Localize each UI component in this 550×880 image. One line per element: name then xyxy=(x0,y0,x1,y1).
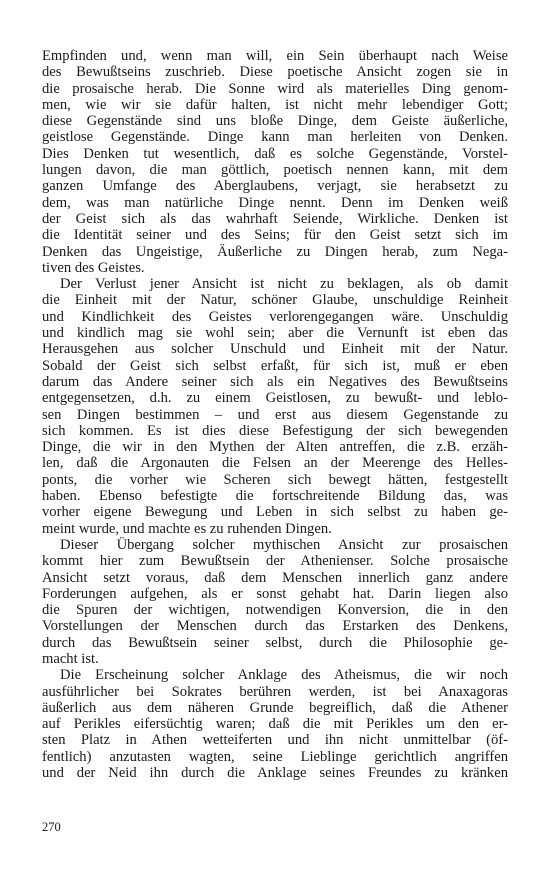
text-line: Empfinden und, wenn man will, ein Sein überhaupt nach Weise xyxy=(42,48,508,64)
text-line: durch das Bewußtsein seiner selbst, durch die Philosophie ge- xyxy=(42,634,508,651)
text-line: Dies Denken tut wesentlich, daß es solche Gegenstände, Vorstel- xyxy=(42,145,508,162)
text-line: die Spuren der wichtigen, notwendigen Konversion, die in den xyxy=(42,602,508,619)
text-line: meint wurde, und machte es zu ruhenden Dingen. xyxy=(42,520,332,537)
text-line: und kindlich mag sie wohl sein; aber die Vernunft ist eben das xyxy=(42,325,508,342)
text-line: men, wie wir sie dafür halten, ist nicht mehr lebendiger Gott; xyxy=(42,96,508,113)
paragraph xyxy=(42,276,508,537)
text-line: kommt hier zum Bewußtsein der Athenienser. Solche prosaische xyxy=(42,553,508,570)
text-line: äußerlich aus dem näheren Grunde begreiflich, daß die Athener xyxy=(42,699,508,716)
text-line: diese Gegenstände sind uns bloße Dinge, dem Geiste äußerliche, xyxy=(42,113,508,130)
text-line: lungen davon, die man göttlich, poetisch nennen kann, mit dem xyxy=(42,162,508,179)
text-line: und der Neid ihn durch die Anklage seines Freundes zu kränken xyxy=(42,765,508,782)
text-line: sten Platz in Athen wetteiferten und ihn nicht unmittelbar (öf- xyxy=(42,732,508,749)
text-line: Die Erscheinung solcher Anklage des Atheismus, die wir noch xyxy=(60,667,508,684)
text-line: Der Verlust jener Ansicht ist nicht zu beklagen, als ob damit xyxy=(60,276,508,293)
text-line: die Einheit mit der Natur, schöner Glaube, unschuldige Reinheit xyxy=(42,292,508,309)
text-line: haben. Ebenso befestigte die fortschreitende Bildung das, was xyxy=(42,488,508,505)
text-line: ponts, die vorher wie Scheren sich bewegt hätten, festgestellt xyxy=(42,471,508,488)
text-line: Forderungen aufgehen, als er sonst gehabt hat. Darin liegen also xyxy=(42,585,508,602)
text-line: sen Dingen bestimmen – und erst aus diesem Gegenstande zu xyxy=(42,406,508,423)
text-line: fentlich) anzutasten wagten, seine Lieblinge gerichtlich angriffen xyxy=(42,748,508,765)
text-line: tiven des Geistes. xyxy=(42,259,145,276)
text-line: Vorstellungen der Menschen durch das Erstarken des Denkens, xyxy=(42,618,508,635)
text-line: geistlose Gegenstände. Dinge kann man herleiten von Denken. xyxy=(42,129,508,146)
text-line: des Bewußtseins zuschrieb. Diese poetische Ansicht zogen sie in xyxy=(42,64,508,81)
text-line: macht ist. xyxy=(42,650,99,667)
text-line: auf Perikles eifersüchtig waren; daß die mit Perikles um den er- xyxy=(42,716,508,733)
text-line: Dinge, die wir in den Mythen der Alten antreffen, die z.B. erzäh- xyxy=(42,439,508,456)
text-line: Ansicht setzt voraus, daß dem Menschen innerlich ganz andere xyxy=(42,569,508,586)
text-line: len, daß die Argonauten die Felsen an der Meerenge des Helles- xyxy=(42,455,508,472)
page-body xyxy=(42,48,508,781)
page-number: 270 xyxy=(42,820,61,834)
text-line: Denken das Ungeistige, Äußerliche zu Dingen herab, zum Nega- xyxy=(42,243,508,260)
paragraph xyxy=(42,667,508,781)
text-line: die prosaische herab. Die Sonne wird als materielles Ding genom- xyxy=(42,80,508,97)
text-line: ausführlicher bei Sokrates berühren werden, ist bei Anaxagoras xyxy=(42,683,508,700)
text-line: Herausgehen aus solcher Unschuld und Einheit mit der Natur. xyxy=(42,341,508,358)
text-line: vorher eigene Bewegung und Leben in sich selbst zu haben ge- xyxy=(42,504,508,521)
text-line: entgegensetzen, d.h. zu einem Geistlosen, zu bewußt- und leblo- xyxy=(42,390,508,407)
text-line: dem, was man natürliche Dinge nennt. Denn im Denken weiß xyxy=(42,194,508,211)
text-line: sich kommen. Es ist dies diese Befestigung der sich bewegenden xyxy=(42,422,508,439)
paragraph xyxy=(42,537,508,667)
text-line: die Identität seiner und des Seins; für den Geist setzt sich im xyxy=(42,227,508,244)
text-line: der Geist sich als das wahrhaft Seiende, Wirkliche. Denken ist xyxy=(42,210,508,227)
text-line: Dieser Übergang solcher mythischen Ansicht zur prosaischen xyxy=(60,536,508,553)
paragraph xyxy=(42,48,508,276)
text-line: darum das Andere seiner sich als ein Negatives des Bewußtseins xyxy=(42,373,508,390)
text-line: und Kindlichkeit des Geistes verlorengegangen wäre. Unschuldig xyxy=(42,308,508,325)
text-line: Sobald der Geist sich selbst erfaßt, für sich ist, muß er eben xyxy=(42,357,508,374)
text-line: ganzen Umfange des Aberglaubens, verjagt, sie herabsetzt zu xyxy=(42,178,508,195)
